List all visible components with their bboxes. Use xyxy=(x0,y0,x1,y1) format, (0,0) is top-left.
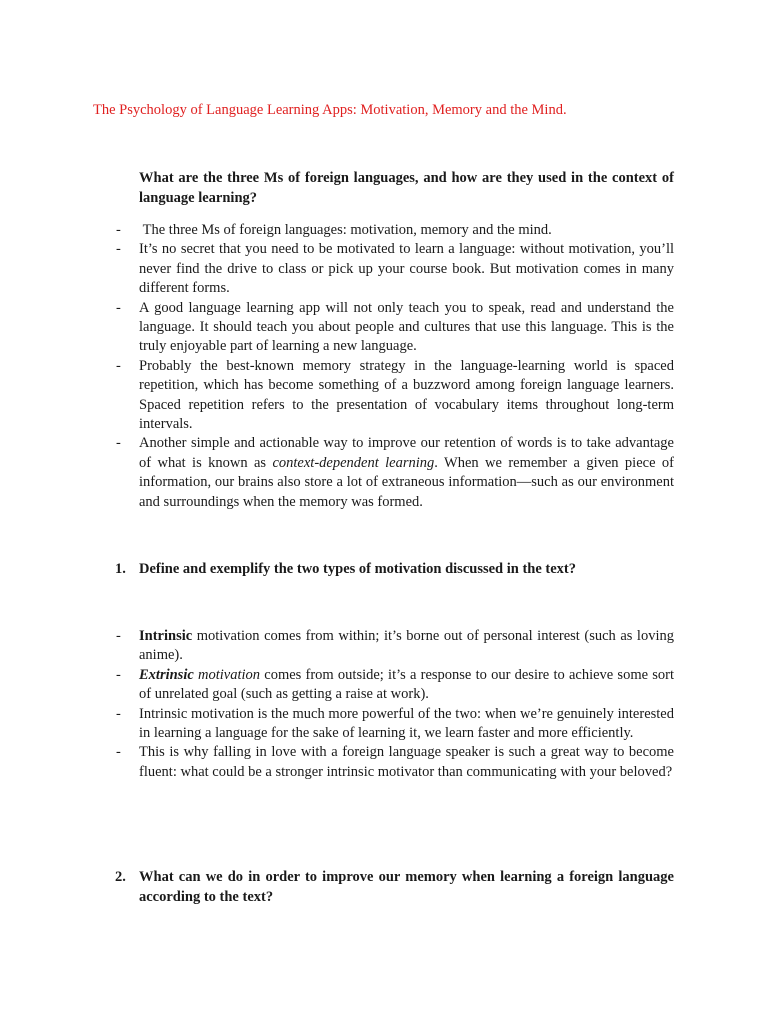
question-heading: What can we do in order to improve our memory when learning a foreign language according to the text? xyxy=(139,869,674,905)
emphasized-term: motivation xyxy=(193,666,261,683)
list-item-text: A good language learning app will not only teach you to speak, read and understand the language. It should teach you about people and cultures that use this language. This is the truly enjoyable part of learning a new language. xyxy=(139,299,674,355)
list-item xyxy=(116,434,674,512)
bullet-list xyxy=(0,221,768,512)
question-number: 2. xyxy=(115,869,126,885)
list-item-text: Another simple and actionable way to improve our retention of words is to take advantage of what is known as xyxy=(139,435,674,471)
dash-marker: - xyxy=(116,628,121,644)
dash-marker: - xyxy=(116,435,121,452)
list-item xyxy=(116,299,674,357)
dash-marker: - xyxy=(116,744,121,761)
document-title: The Psychology of Language Learning Apps: Motivation, Memory and the Mind. xyxy=(93,102,567,118)
bold-term: Intrinsic xyxy=(139,628,193,644)
section-intro xyxy=(0,169,768,208)
list-item-text: The three Ms of foreign languages: motivation, memory and the mind. xyxy=(139,222,552,238)
list-item xyxy=(116,240,674,298)
list-item xyxy=(116,221,674,240)
dash-marker: - xyxy=(116,299,121,316)
question-heading: What are the three Ms of foreign languages, and how are they used in the context of language learning? xyxy=(139,170,674,206)
list-item-text: comes from outside; it’s a response to our desire to achieve some sort of unrelated goal (such as getting a raise at work). xyxy=(139,666,674,703)
list-item xyxy=(116,666,674,705)
emphasized-term: context-dependent learning xyxy=(272,454,435,471)
question-heading: Define and exemplify the two types of motivation discussed in the text? xyxy=(139,561,576,577)
dash-marker: - xyxy=(116,705,121,722)
question-number: 1. xyxy=(115,561,126,577)
numbered-question xyxy=(115,868,674,907)
section-question-1 xyxy=(0,560,768,580)
numbered-question xyxy=(115,560,674,580)
section-intro-list xyxy=(0,221,768,512)
list-item-text: Intrinsic motivation is the much more powerful of the two: when we’re genuinely interested in learning a language for the sake of learning it, we learn faster and more efficiently. xyxy=(139,705,674,742)
dash-marker: - xyxy=(116,222,121,238)
bullet-list xyxy=(0,627,768,782)
section-question-1-list xyxy=(0,627,768,782)
list-item xyxy=(116,627,674,666)
list-item-text: This is why falling in love with a foreign language speaker is such a great way to become fluent: what could be a stronger intrinsic motivator than communicating with your beloved? xyxy=(139,744,674,780)
dash-marker: - xyxy=(116,357,121,374)
list-item-text: Probably the best-known memory strategy in the language-learning world is spaced repetition, which has become something of a buzzword among foreign language learners. Spaced repetition refers to the presentation of vocabulary items throughout long-term intervals. xyxy=(139,357,674,433)
dash-marker: - xyxy=(116,666,121,683)
list-item xyxy=(116,357,674,435)
dash-marker: - xyxy=(116,241,121,258)
section-question-2 xyxy=(0,868,768,907)
list-item-text: It’s no secret that you need to be motivated to learn a language: without motivation, you’ll never find the drive to class or pick up your course book. But motivation comes in many different forms. xyxy=(139,241,674,297)
list-item xyxy=(116,743,674,782)
list-item-text: motivation comes from within; it’s borne out of personal interest (such as loving anime). xyxy=(139,628,674,664)
list-item xyxy=(116,705,674,744)
bold-term: Extrinsic xyxy=(139,666,194,683)
list-item-text: . When we remember a given piece of information, our brains also store a lot of extraneous information—such as our environment and surroundings when the memory was formed. xyxy=(139,454,674,510)
